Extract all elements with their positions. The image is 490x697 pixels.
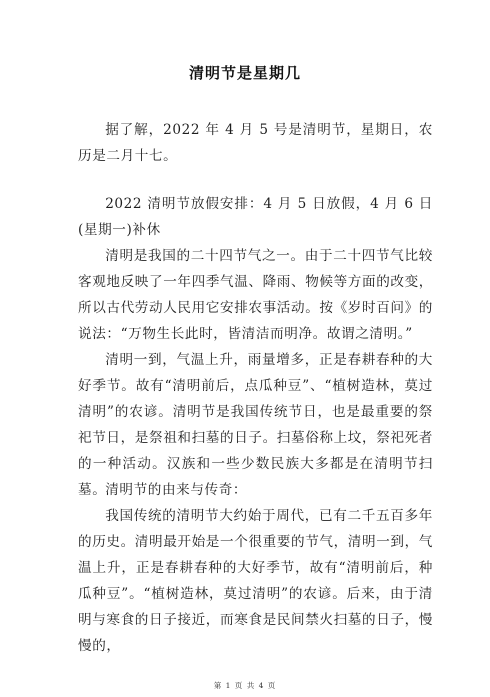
page-footer: 第 1 页 共 4 页 xyxy=(213,681,277,690)
paragraph-holiday-arrangement: 2022 清明节放假安排：4 月 5 日放假，4 月 6 日(星期一)补休 xyxy=(78,196,433,238)
section-heading-origin: 清明节的由来与传奇： xyxy=(105,482,248,498)
paragraph-solar-term: 清明是我国的二十四节气之一。由于二十四节气比较客观地反映了一年四季气温、降雨、物候等方面的改变，所以古代劳动人民用它安排农事活动。按《岁时百问》的说法：“万物生长此时，皆清洁而明净。故谓之清明。” xyxy=(78,248,433,342)
paragraph-origin: 我国传统的清明节大约始于周代，已有二千五百多年的历史。清明最开始是一个很重要的节气，清明一到，气温上升，正是春耕春种的大好季节，故有“清明前后，种瓜种豆”。“植树造林，莫过清明”的农谚。后来，由于清明与寒食的日子接近，而寒食是民间禁火扫墓的日子，慢慢的， xyxy=(78,508,433,654)
page-title: 清明节是星期几 xyxy=(188,64,301,82)
paragraph-date: 据了解，2022 年 4 月 5 号是清明节，星期日，农历是二月十七。 xyxy=(78,122,433,164)
paragraph-customs: 清明一到，气温上升，雨量增多，正是春耕春种的大好季节。故有“清明前后，点瓜种豆”、“植树造林，莫过清明”的农谚。清明节是我国传统节日，也是最重要的祭祀节日，是祭祖和扫墓的日子。扫墓俗称上坟，祭祀死者的一种活动。汉族和一些少数民族大多都是在清明节扫墓。 xyxy=(78,352,433,498)
